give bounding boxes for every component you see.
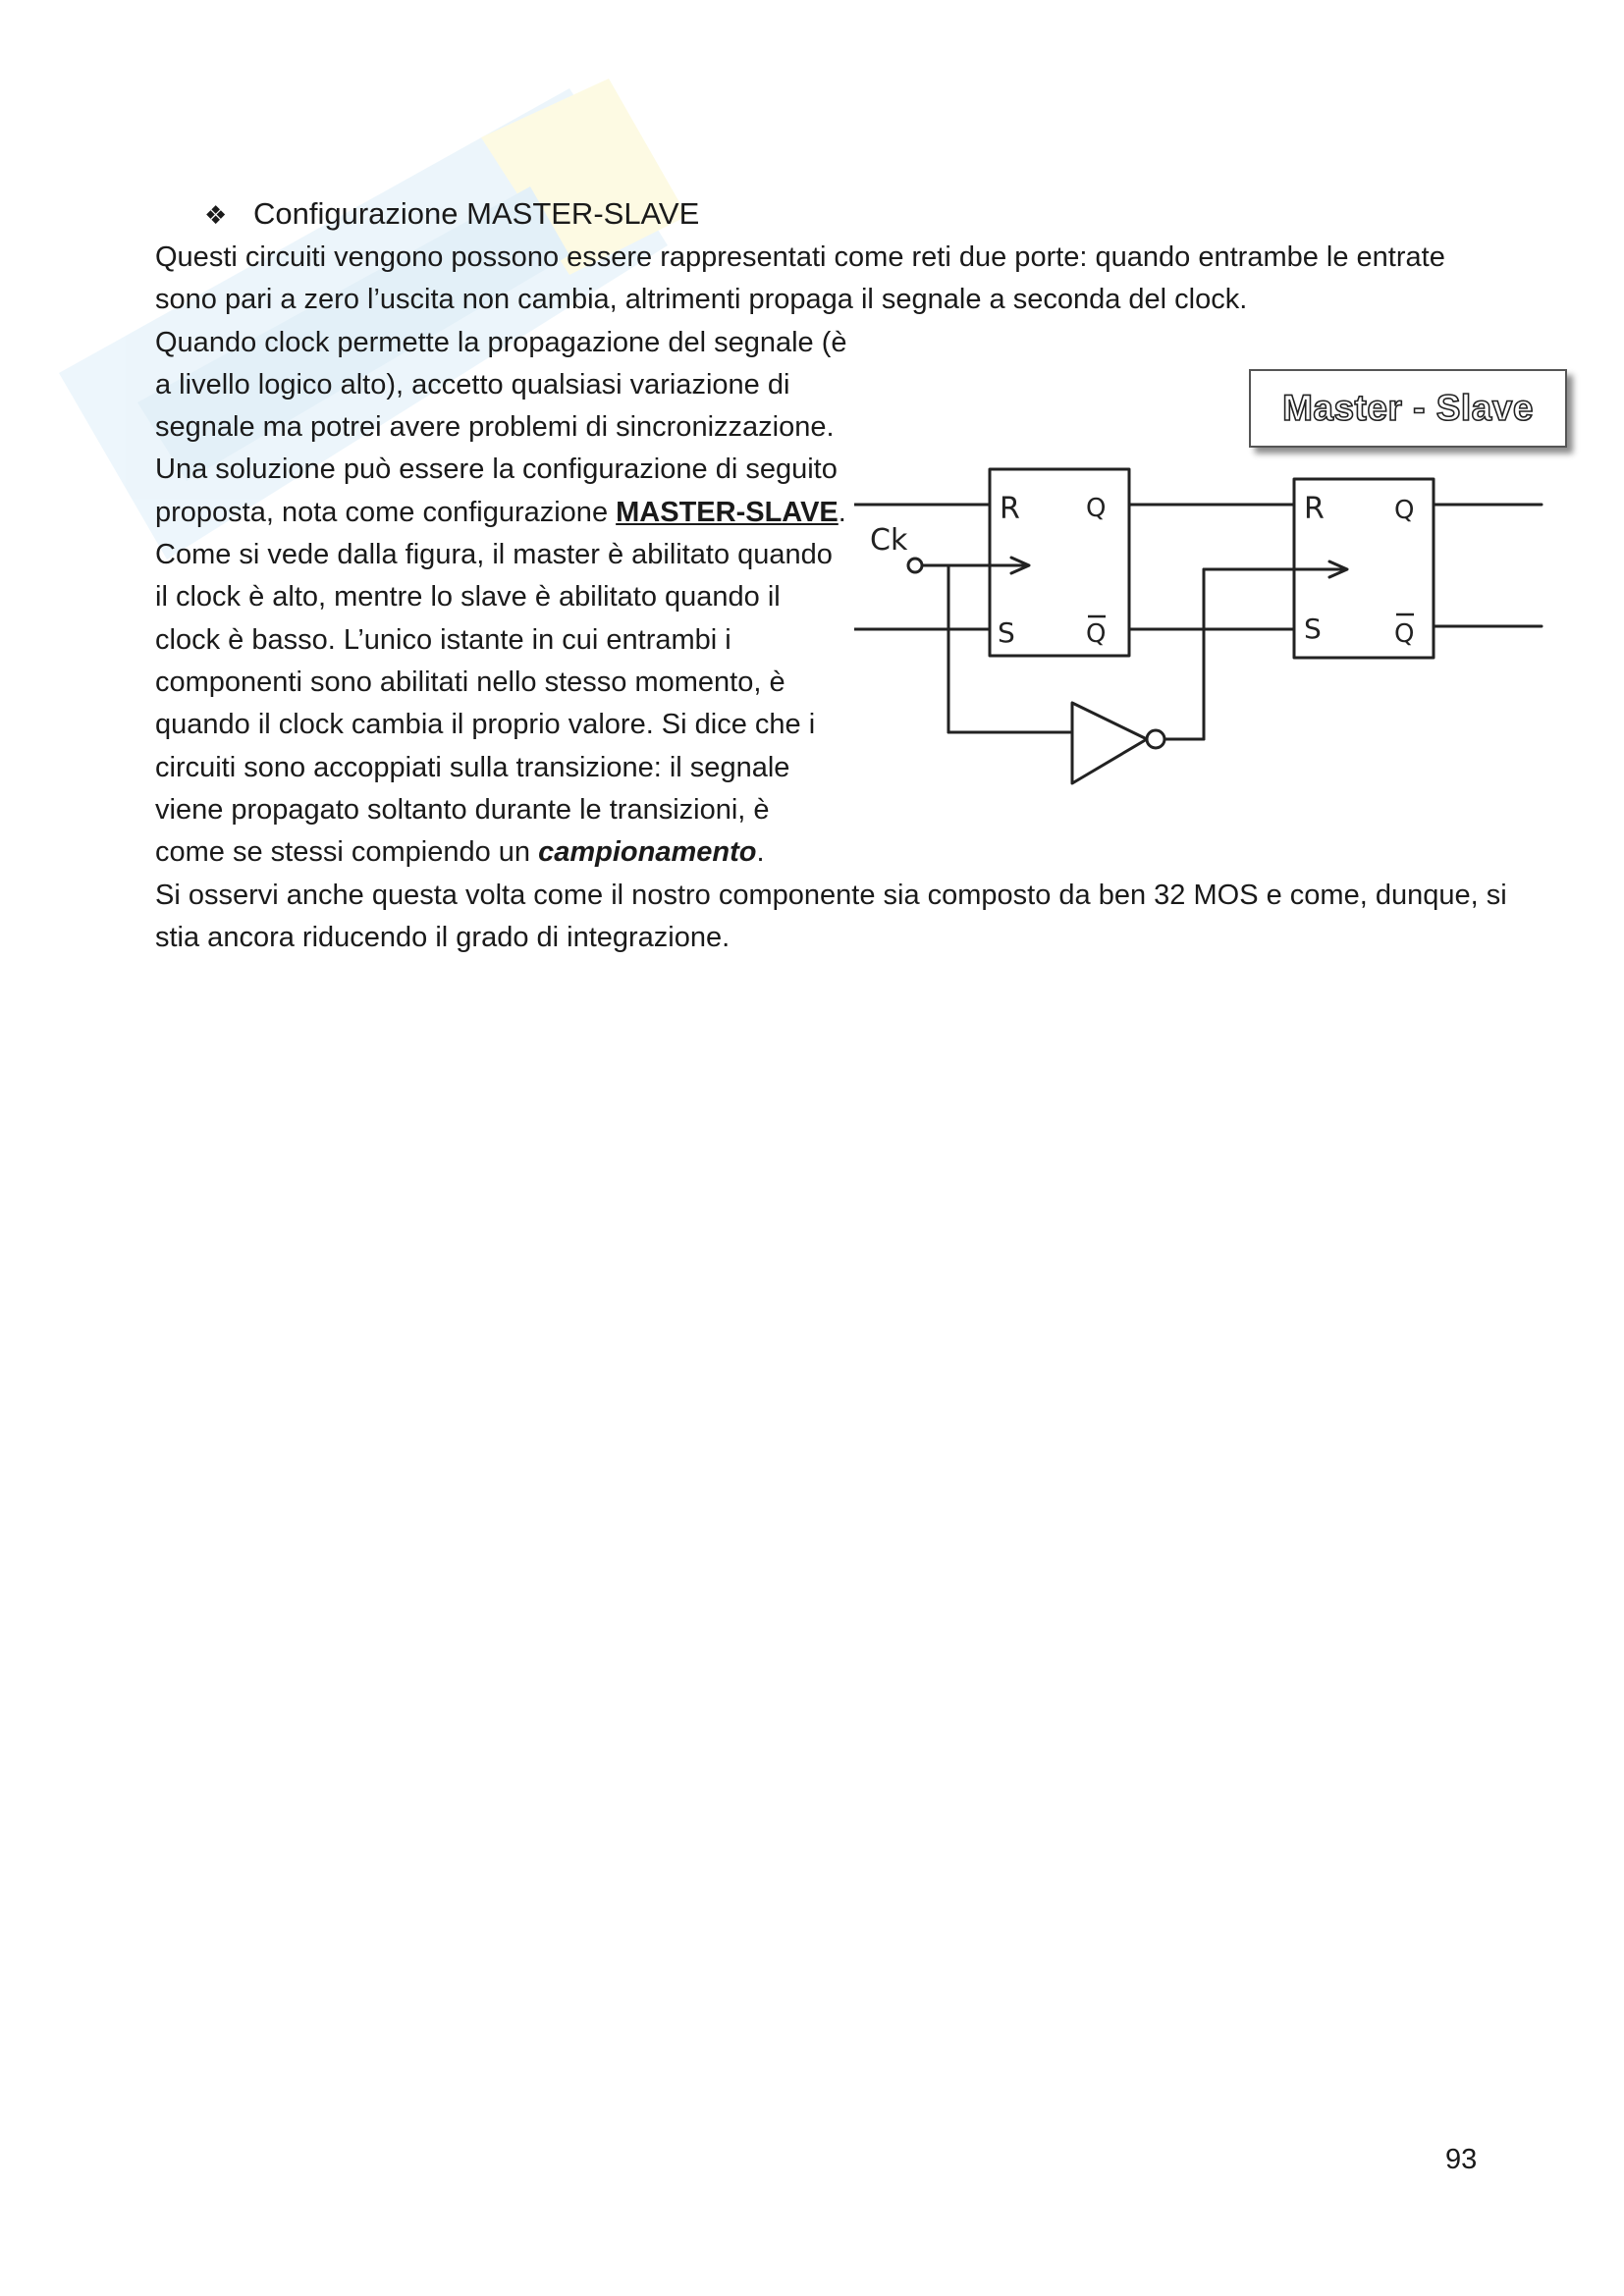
inverter-gate	[1072, 703, 1147, 783]
master-slave-circuit-diagram	[854, 440, 1561, 805]
clock-label: Ck	[870, 523, 908, 558]
paragraph-line: segnale ma potrei avere problemi di sincronizzazione.	[155, 411, 835, 443]
paragraph-line: Quando clock permette la propagazione del segnale (è	[155, 327, 847, 358]
paragraph-line: quando il clock cambia il proprio valore. Si dice che i	[155, 709, 816, 740]
paragraph-line: sono pari a zero l’uscita non cambia, altrimenti propaga il segnale a seconda del clock.	[155, 284, 1248, 315]
master-slave-emphasis: MASTER-SLAVE	[616, 497, 839, 528]
paragraph-line: circuiti sono accoppiati sulla transizione: il segnale	[155, 752, 790, 783]
master-s-pin: S	[998, 616, 1015, 649]
paragraph-line-with-emphasis	[155, 832, 765, 872]
clock-input-terminal	[908, 559, 922, 572]
section-heading-text: Configurazione MASTER-SLAVE	[253, 196, 700, 231]
slave-q-pin: Q	[1394, 496, 1415, 525]
figure-label-box: Master - Slave	[1249, 369, 1567, 448]
diamond-bullet-icon: ❖	[204, 200, 228, 230]
paragraph-line: viene propagato soltanto durante le transizioni, è	[155, 794, 770, 826]
paragraph-line-with-emphasis	[155, 493, 846, 532]
master-r-pin: R	[1000, 492, 1020, 526]
slave-s-pin: S	[1304, 613, 1322, 645]
paragraph-line: a livello logico alto), accetto qualsiasi variazione di	[155, 369, 790, 400]
slave-r-pin: R	[1304, 492, 1325, 526]
sentence-period: .	[838, 497, 846, 528]
master-q-pin: Q	[1086, 494, 1107, 523]
page-number: 93	[1445, 2144, 1478, 2175]
master-q-bar-pin: Q	[1086, 619, 1107, 649]
inverter-bubble	[1147, 730, 1164, 748]
paragraph-line: componenti sono abilitati nello stesso momento, è	[155, 667, 785, 698]
paragraph-line: Si osservi anche questa volta come il nostro componente sia composto da ben 32 MOS e come, dunque, si	[155, 880, 1507, 911]
paragraph-line-text: proposta, nota come configurazione	[155, 497, 617, 528]
campionamento-emphasis: campionamento	[538, 836, 757, 868]
paragraph-line: Questi circuiti vengono possono essere rappresentati come reti due porte: quando entrambe le entrate	[155, 241, 1445, 273]
section-heading	[204, 194, 699, 235]
paragraph-line: il clock è alto, mentre lo slave è abilitato quando il	[155, 581, 781, 613]
slave-q-bar-pin: Q	[1394, 619, 1415, 649]
sentence-period: .	[756, 836, 765, 868]
paragraph-line: Come si vede dalla figura, il master è abilitato quando	[155, 539, 833, 570]
paragraph-line-text: come se stessi compiendo un	[155, 836, 539, 868]
paragraph-line: stia ancora riducendo il grado di integrazione.	[155, 922, 731, 953]
paragraph-line: Una soluzione può essere la configurazione di seguito	[155, 454, 838, 485]
paragraph-line: clock è basso. L’unico istante in cui entrambi i	[155, 624, 731, 656]
